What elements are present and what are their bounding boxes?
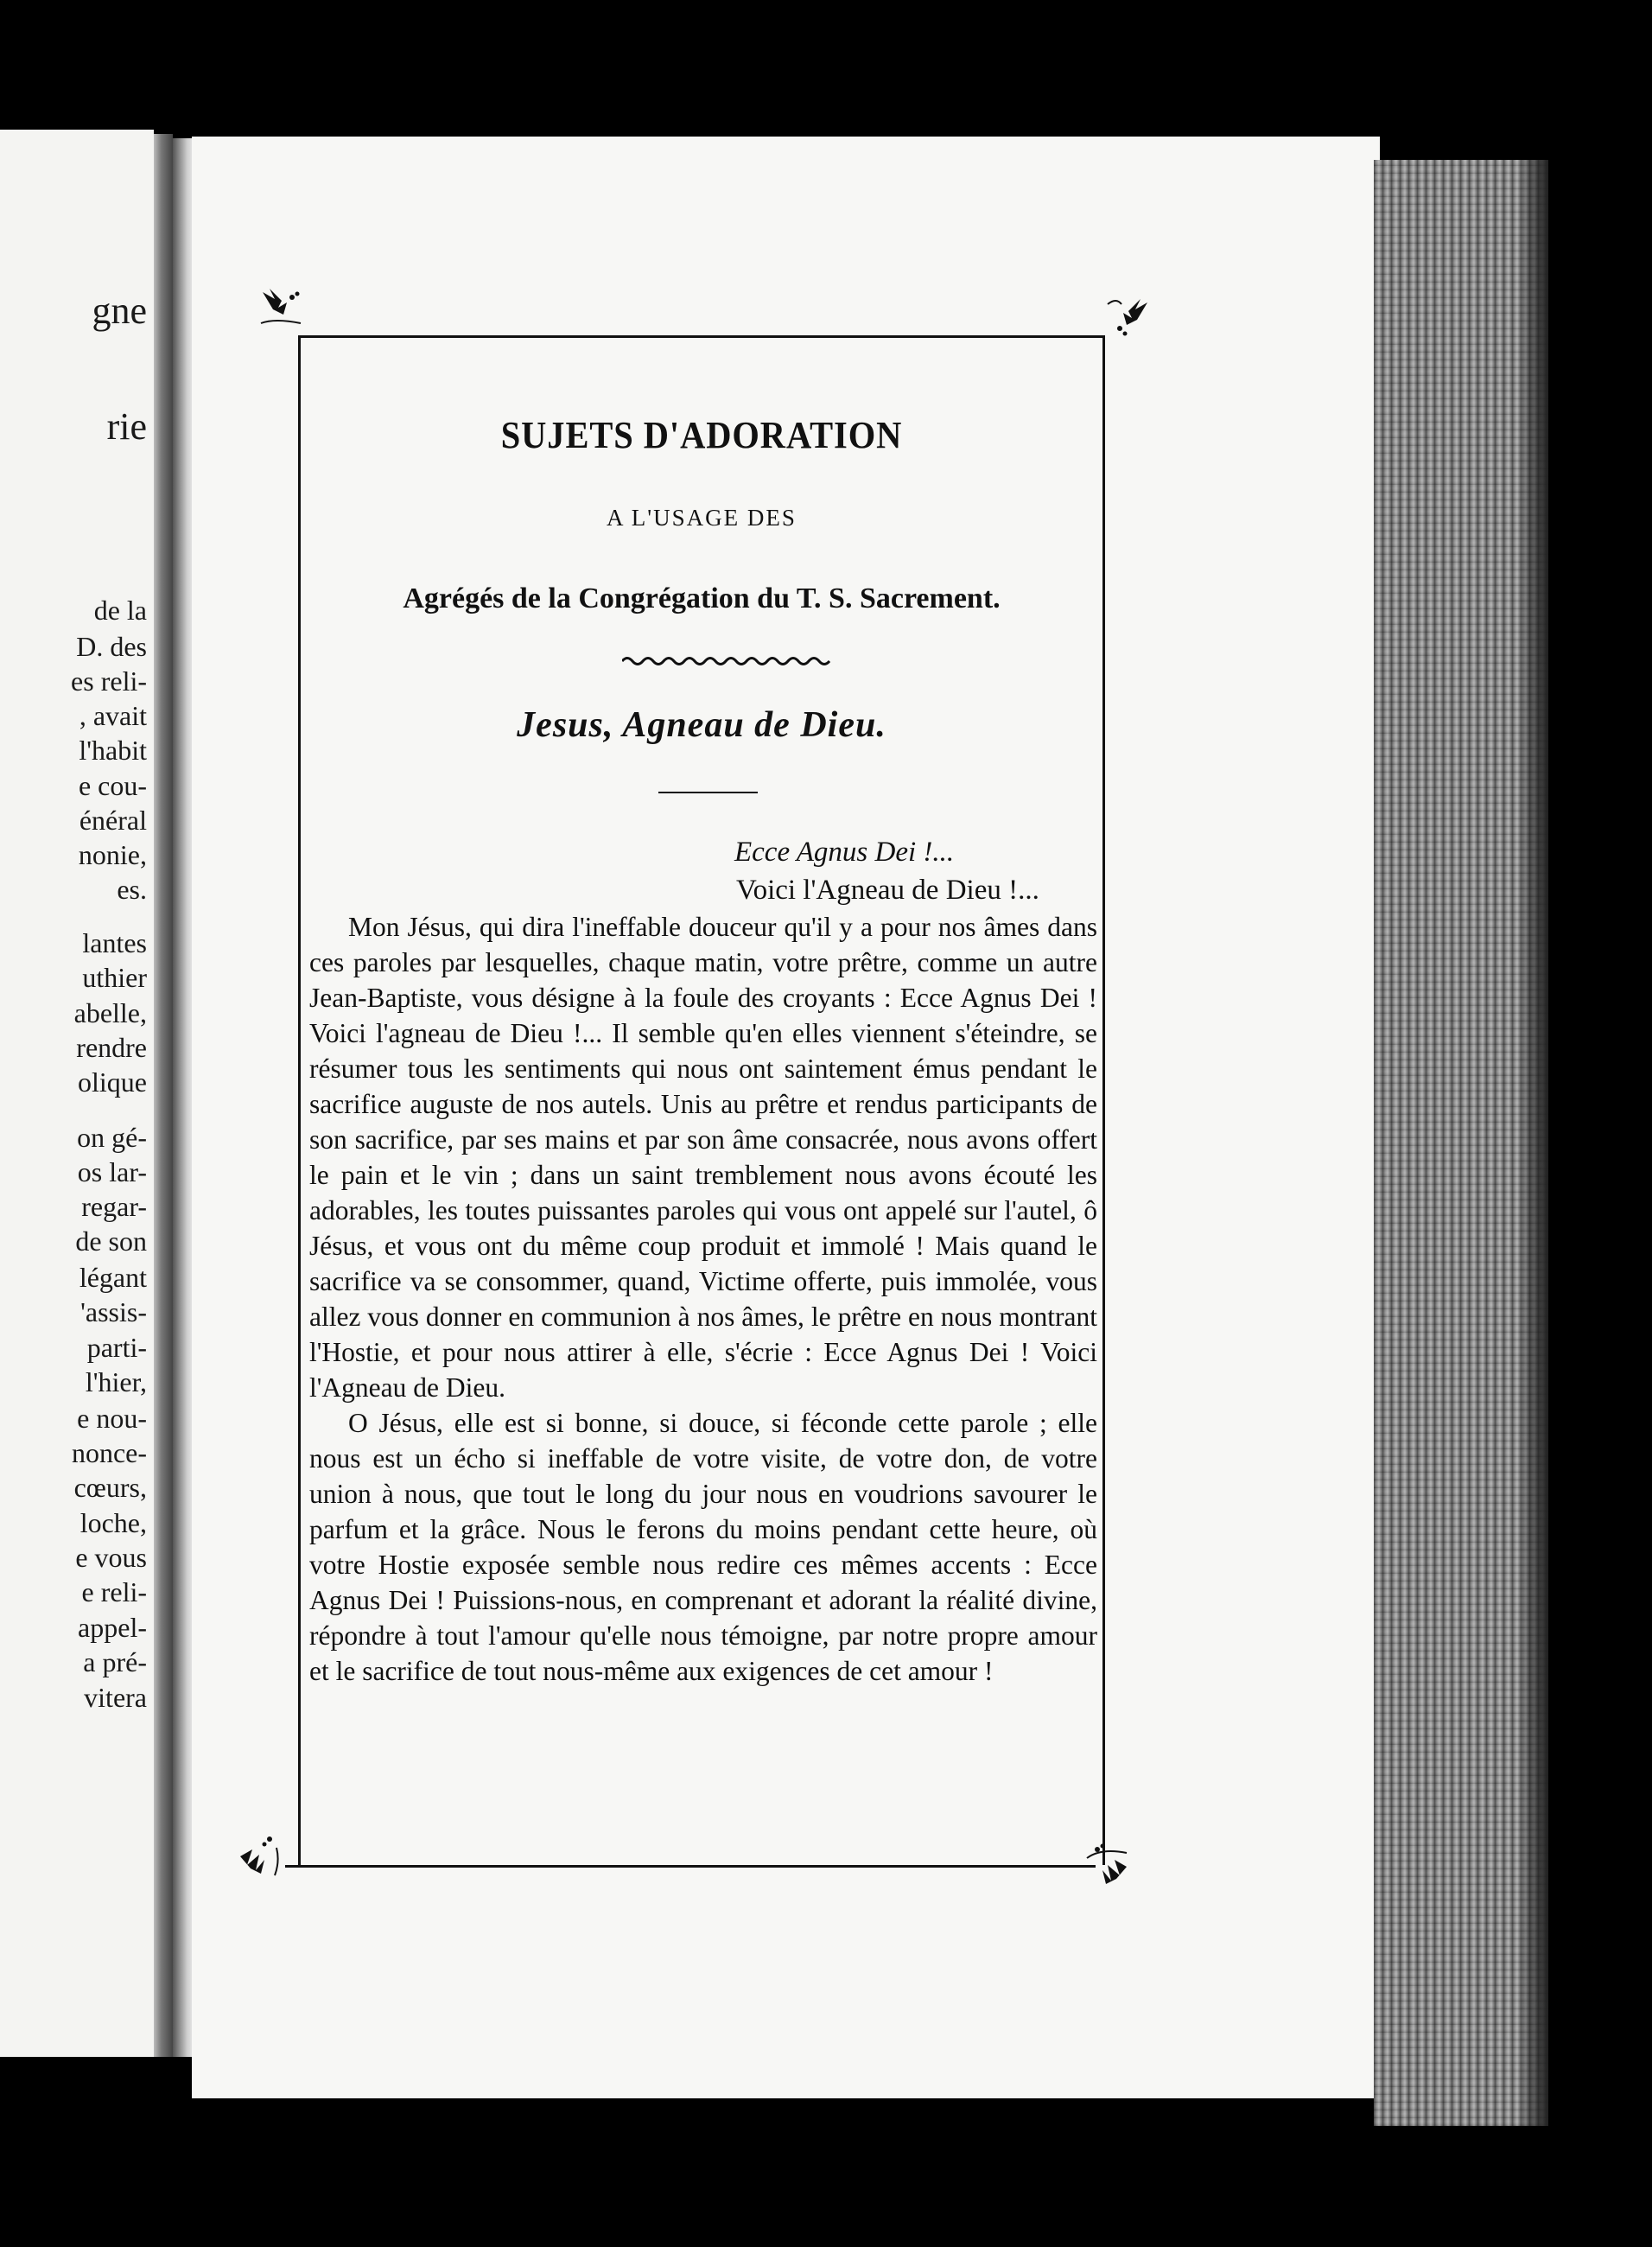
body-text bbox=[309, 909, 1097, 1689]
section-title: Jesus, Agneau de Dieu. bbox=[517, 705, 886, 745]
left-page-text-fragment: uthier bbox=[82, 962, 147, 993]
frame-top-rule bbox=[301, 335, 1102, 338]
vine-corner-ornament-top-right bbox=[1104, 294, 1153, 342]
left-page-text-fragment: 'assis- bbox=[80, 1296, 147, 1327]
frame-right-rule bbox=[1102, 335, 1105, 1865]
vine-corner-ornament-bottom-left bbox=[235, 1830, 283, 1879]
paragraph: Mon Jésus, qui dira l'ineffable douceur qu'il y a pour nos âmes dans ces paroles par lesquelles, chaque matin, votre prêtre, comme un autre Jean-Baptiste, vous désigne à la foule des croyants : Ecce Agnus Dei ! Voici l'agneau de Dieu !... Il semble qu'en elles viennent s'éteindre, se résumer tous les sentiments qui nous ont saintement émus pendant le sacrifice auguste de nos autels. Unis au prêtre et rendus participants de son sacrifice, par ses mains et par son âme consacrée, nous avons offert le pain et le vin ; dans un saint tremblement nous avons écouté les adorables, les toutes puissantes paroles qui vous ont appelé sur l'autel, ô Jésus, et vous ont du même coup produit et immolé ! Mais quand le sacrifice va se consommer, quand, Victime offerte, puis immolée, vous allez vous donner en communion à nos âmes, le prêtre en nous montrant l'Hostie, et pour nous attirer à elle, s'écrie : Ecce Agnus Dei ! Voici l'Agneau de Dieu. bbox=[309, 912, 1097, 1403]
left-page-text-fragment: e vous bbox=[75, 1542, 147, 1573]
book-gutter-shadow bbox=[173, 138, 194, 2057]
epigraph-french: Voici l'Agneau de Dieu !... bbox=[736, 875, 1039, 906]
previous-page bbox=[0, 130, 154, 2057]
left-page-text-fragment: lantes bbox=[82, 927, 147, 958]
left-page-text-fragment: , avait bbox=[79, 700, 147, 731]
epigraph-latin: Ecce Agnus Dei !... bbox=[734, 837, 955, 868]
page-heading: Agrégés de la Congrégation du T. S. Sacrement. bbox=[403, 582, 1001, 614]
left-page-text-fragment: rendre bbox=[76, 1032, 147, 1063]
left-page-text-fragment: légant bbox=[79, 1262, 147, 1293]
short-divider bbox=[658, 792, 758, 793]
left-page-text-fragment: a pré- bbox=[83, 1646, 147, 1677]
left-page-text-fragment: es reli- bbox=[71, 665, 147, 697]
left-page-text-fragment: e cou- bbox=[78, 770, 147, 801]
left-page-text-fragment: nonce- bbox=[71, 1437, 147, 1468]
left-page-text-fragment: de la bbox=[93, 595, 147, 626]
left-page-text-fragment: nonie, bbox=[78, 839, 147, 870]
left-page-text-fragment: D. des bbox=[76, 631, 147, 662]
left-page-text-fragment: abelle, bbox=[73, 997, 147, 1028]
left-page-text-fragment: gne bbox=[92, 290, 147, 332]
left-page-text-fragment: rie bbox=[106, 405, 147, 448]
left-page-text-fragment: l'hier, bbox=[85, 1366, 147, 1397]
left-page-text-fragment: de son bbox=[75, 1225, 147, 1257]
left-page-text-fragment: l'habit bbox=[79, 735, 147, 766]
left-page-text-fragment: olique bbox=[78, 1066, 147, 1098]
book-gutter bbox=[154, 134, 173, 2057]
left-page-text-fragment: loche, bbox=[79, 1507, 147, 1538]
left-page-text-fragment: regar- bbox=[81, 1191, 147, 1222]
page-title: SUJETS D'ADORATION bbox=[500, 414, 903, 456]
wavy-divider bbox=[622, 655, 833, 667]
left-page-text-fragment: os lar- bbox=[77, 1156, 147, 1187]
frame-left-rule bbox=[298, 335, 301, 1865]
left-page-text-fragment: on gé- bbox=[77, 1122, 147, 1153]
left-page-text-fragment: appel- bbox=[78, 1612, 147, 1643]
left-page-text-fragment: parti- bbox=[86, 1332, 147, 1363]
left-page-text-fragment: cœurs, bbox=[73, 1472, 147, 1503]
left-page-text-fragment: es. bbox=[117, 874, 147, 905]
paragraph: O Jésus, elle est si bonne, si douce, si féconde cette parole ; elle nous est un écho si ineffable de votre visite, de votre don, de votre union à nous, que tout le long du jour nous en voudrions savourer le parfum et la grâce. Nous le ferons du moins pendant cette heure, où votre Hostie exposée semble nous redire ces mêmes accents : Ecce Agnus Dei ! Puissions-nous, en comprenant et adorant la réalité divine, répondre à tout l'amour qu'elle nous témoigne, par notre propre amour et le sacrifice de tout nous-même aux exigences de cet amour ! bbox=[309, 1408, 1097, 1686]
page-block-edges bbox=[1374, 160, 1548, 2126]
left-page-text-fragment: e nou- bbox=[77, 1403, 147, 1434]
vine-corner-ornament-top-left bbox=[257, 283, 306, 332]
left-page-text-fragment: vitera bbox=[84, 1682, 147, 1713]
page-subtitle: A L'USAGE DES bbox=[607, 505, 797, 531]
left-page-text-fragment: énéral bbox=[79, 805, 147, 836]
vine-corner-ornament-bottom-right bbox=[1083, 1841, 1132, 1889]
left-page-text-fragment: e reli- bbox=[81, 1576, 147, 1607]
frame-bottom-rule bbox=[285, 1865, 1096, 1868]
